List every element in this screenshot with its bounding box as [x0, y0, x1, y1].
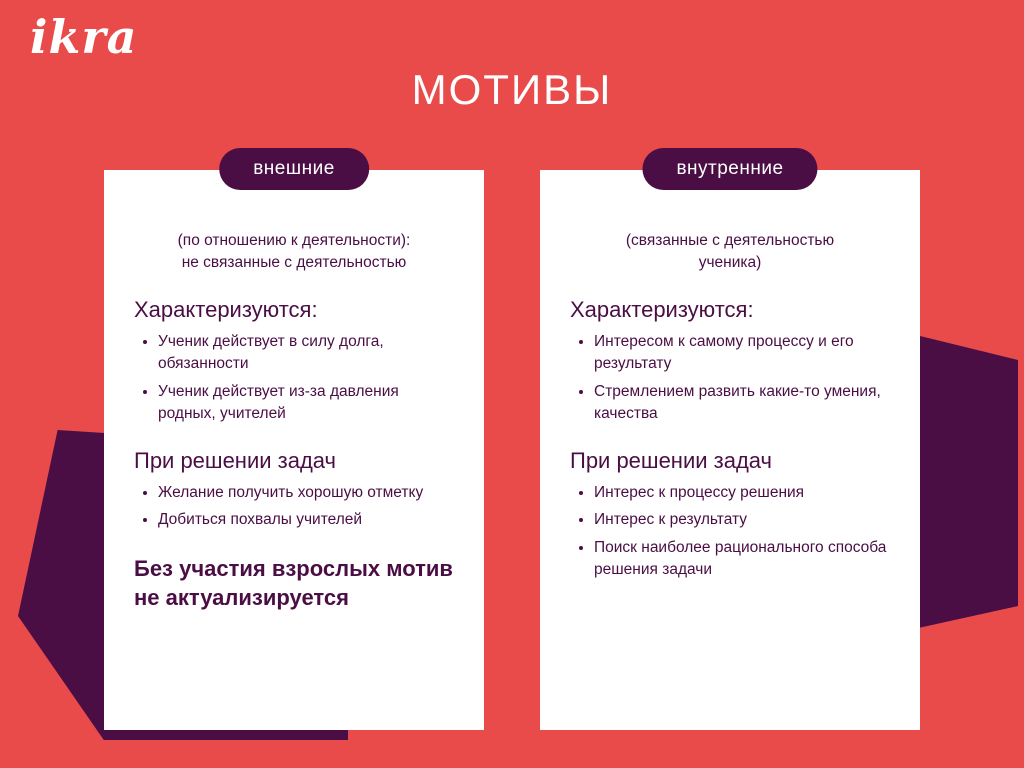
card-footer-note-external: Без участия взрослых мотив не актуализируется — [134, 555, 453, 611]
list-item: • Поиск наиболее рационального способа решения задачи — [594, 537, 890, 582]
list-item: • Ученик действует из-за давления родных, учителей — [158, 381, 454, 426]
list-item: • Желание получить хорошую отметку — [158, 482, 454, 504]
section-list-internal-1 — [570, 331, 890, 426]
card-subtitle-internal-line2: ученика) — [698, 254, 762, 272]
list-item: • Интерес к процессу решения — [594, 482, 890, 504]
card-internal-motives — [540, 158, 920, 730]
card-subtitle-external-line1: (по отношению к деятельности): — [177, 232, 411, 249]
section-heading-internal-2: При решении задач — [570, 447, 773, 473]
section-heading-external-2: При решении задач — [134, 447, 337, 473]
card-external-motives — [104, 158, 484, 730]
columns-container — [0, 158, 1024, 730]
card-pill-label-external: внешние — [219, 148, 369, 190]
section-heading-internal-1: Характеризуются: — [570, 296, 754, 322]
card-subtitle-internal-line1: (связанные с деятельностью — [625, 232, 835, 249]
page-title: МОТИВЫ — [411, 66, 613, 113]
card-subtitle-internal — [570, 230, 890, 275]
section-heading-external-1: Характеризуются: — [134, 296, 318, 322]
list-item: • Интерес к результату — [594, 509, 890, 531]
list-item: • Интересом к самому процессу и его результату — [594, 331, 890, 376]
list-item: • Ученик действует в силу долга, обязанности — [158, 331, 454, 376]
list-item: • Стремлением развить какие-то умения, качества — [594, 381, 890, 426]
brand-logo: ikra — [30, 10, 138, 64]
section-list-external-2 — [134, 482, 454, 532]
card-subtitle-external — [134, 230, 454, 275]
list-item: • Добиться похвалы учителей — [158, 509, 454, 531]
card-pill-label-internal: внутренние — [642, 148, 817, 190]
section-list-external-1 — [134, 331, 454, 426]
card-subtitle-external-line2: не связанные с деятельностью — [181, 254, 407, 272]
section-list-internal-2 — [570, 482, 890, 582]
